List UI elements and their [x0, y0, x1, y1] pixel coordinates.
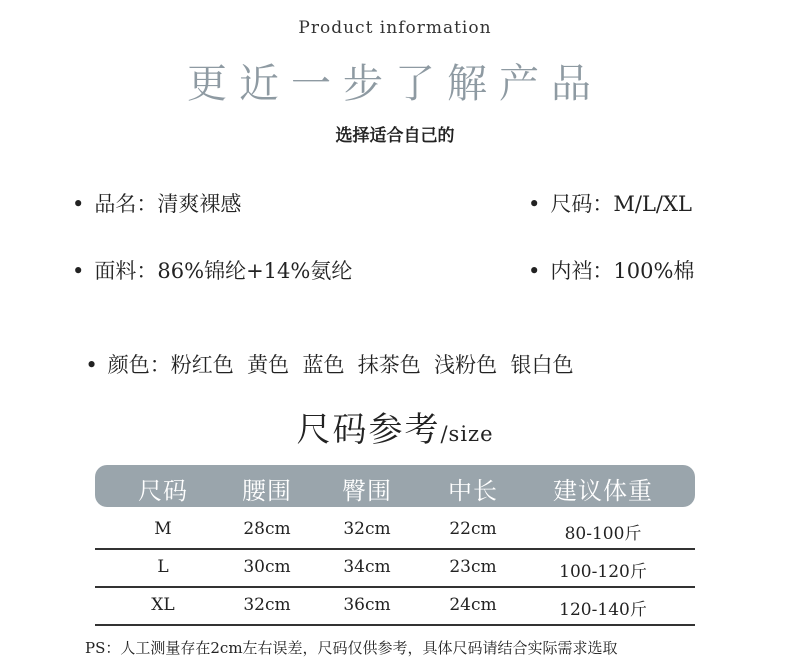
cell-size: XL [151, 595, 175, 615]
info-product-name [72, 188, 241, 218]
bullet-icon: • [72, 259, 85, 283]
info-color [72, 325, 574, 379]
cell-hip: 32cm [343, 519, 391, 539]
table-row [95, 512, 695, 550]
header-waist: 腰围 [242, 477, 292, 505]
header-hip: 臀围 [342, 477, 392, 505]
measurement-note: PS：人工测量存在2cm左右误差，尺码仅供参考，具体尺码请结合实际需求选取 [85, 639, 618, 657]
cell-size: M [154, 519, 172, 539]
cell-length: 23cm [449, 557, 497, 577]
table-row [95, 550, 695, 588]
cell-hip: 34cm [343, 557, 391, 577]
table-row [95, 588, 695, 626]
cell-weight: 80-100斤 [564, 524, 642, 544]
header-length: 中长 [448, 477, 498, 505]
cell-size: L [157, 557, 169, 577]
info-size [528, 188, 692, 218]
bullet-icon: • [528, 259, 541, 283]
fabric-text: 面料：86%锦纶+14%氨纶 [94, 259, 353, 283]
header-weight: 建议体重 [553, 477, 653, 505]
cell-weight: 100-120斤 [559, 562, 647, 582]
size-text: 尺码：M/L/XL [550, 192, 692, 216]
bullet-icon: • [528, 192, 541, 216]
color-text: 颜色：粉红色 黄色 蓝色 抹茶色 浅粉色 银白色 [107, 353, 574, 377]
size-title-suffix: /size [440, 422, 494, 446]
bullet-icon: • [85, 353, 98, 377]
crotch-text: 内裆：100%棉 [550, 259, 695, 283]
size-title-main: 尺码参考 [296, 410, 441, 450]
cell-hip: 36cm [343, 595, 391, 615]
subtitle: 选择适合自己的 [335, 126, 455, 146]
english-title: Product information [298, 18, 492, 38]
cell-length: 24cm [449, 595, 497, 615]
info-crotch [528, 255, 694, 285]
info-fabric [72, 255, 352, 285]
chinese-title: 更近一步了解产品 [187, 61, 603, 107]
size-chart-title [0, 402, 790, 451]
header-size: 尺码 [138, 477, 188, 505]
cell-waist: 32cm [243, 595, 291, 615]
product-name-text: 品名：清爽裸感 [94, 192, 242, 216]
cell-weight: 120-140斤 [559, 600, 647, 620]
size-table-header [95, 465, 695, 507]
cell-waist: 28cm [243, 519, 291, 539]
cell-waist: 30cm [243, 557, 291, 577]
cell-length: 22cm [449, 519, 497, 539]
bullet-icon: • [72, 192, 85, 216]
